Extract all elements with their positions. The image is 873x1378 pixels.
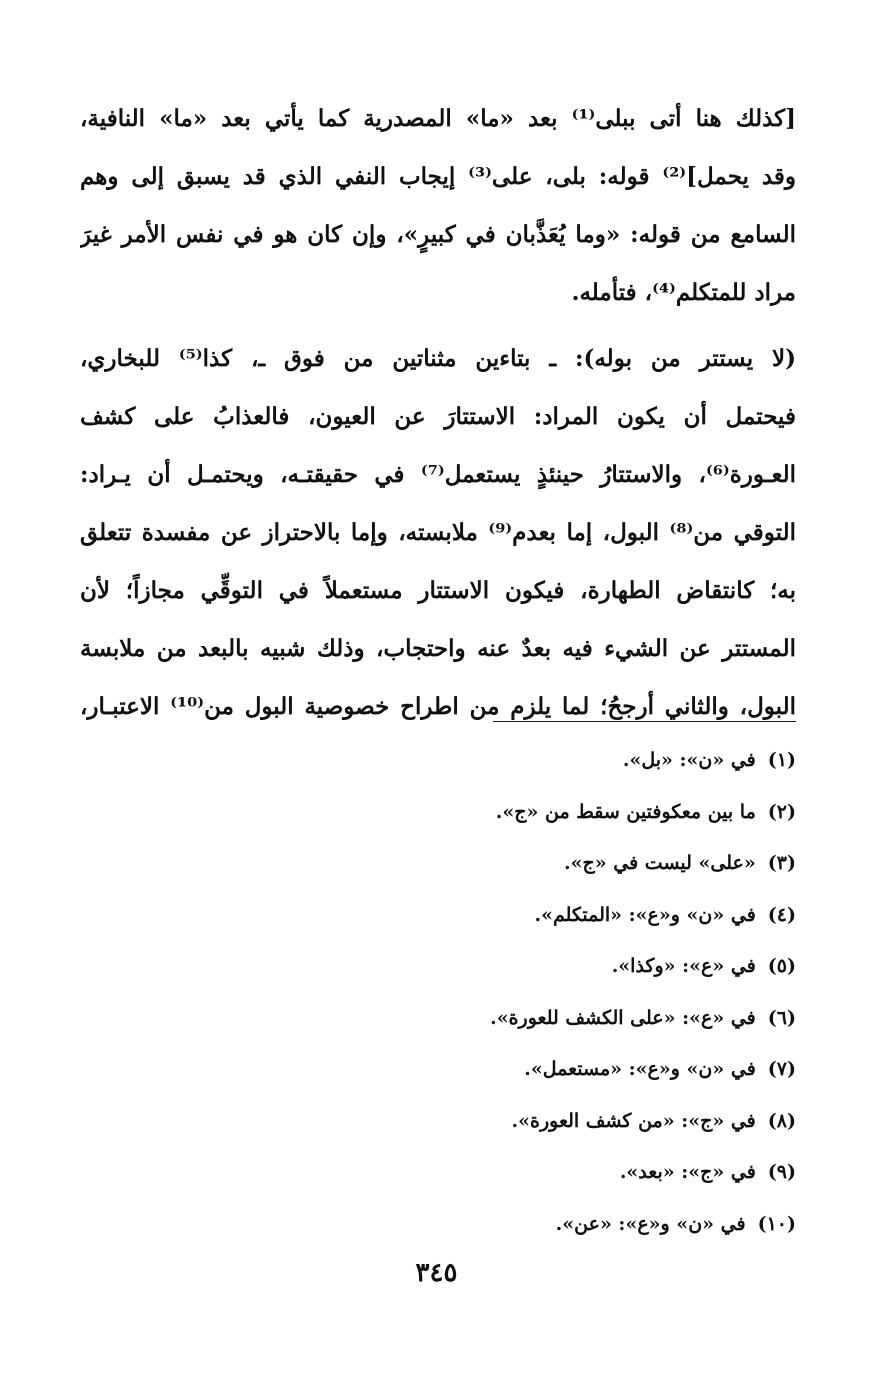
footnotes — [80, 738, 796, 1253]
footnote — [80, 790, 796, 842]
footnote — [80, 1150, 796, 1202]
paragraph-gap — [80, 322, 796, 330]
footnote-number: (٤) — [767, 903, 796, 926]
footnote-text: في «ج»: «بعد». — [619, 1161, 756, 1183]
footnote-text: في «ج»: «من كشف العورة». — [511, 1109, 756, 1132]
text-line: البول، والثاني أرجحُ؛ لما يلزم من اطراح خصوصية البول من⁽¹⁰⁾ الاعتبـار، — [80, 693, 796, 720]
footnote-number: (١٠) — [757, 1212, 796, 1235]
footnote-text: في «ن» و«ع»: «مستعمل». — [524, 1058, 756, 1080]
footnote-text: في «ع»: «وكذا». — [611, 955, 756, 977]
footnote-number: (٧) — [767, 1058, 796, 1080]
text-line: العـورة⁽⁶⁾، والاستتارُ حينئذٍ يستعمل⁽⁷⁾ في حقيقتـه، ويحتمـل أن يـراد: — [80, 461, 796, 488]
footnote-text: في «ن» و«ع»: «عن». — [555, 1212, 746, 1235]
footnote — [80, 944, 796, 996]
footnote-number: (٩) — [767, 1161, 796, 1183]
footnote — [80, 1202, 796, 1254]
footnote-text: «على» ليست في «ج». — [564, 852, 756, 874]
text-line: مراد للمتكلم⁽⁴⁾، فتأمله. — [571, 279, 796, 306]
footnote-number: (٢) — [767, 800, 796, 823]
text-line: به؛ كانتقاض الطهارة، فيكون الاستتار مستعملاً في التوقِّي مجازاً؛ لأن — [80, 577, 796, 604]
footnote-number: (٨) — [767, 1109, 796, 1132]
footnote-number: (١) — [767, 749, 796, 771]
footnote-number: (٣) — [767, 852, 796, 874]
page-number: ٣٤٥ — [415, 1258, 458, 1288]
footnote-number: (٥) — [767, 955, 796, 977]
footnote — [80, 841, 796, 893]
footnote — [80, 1047, 796, 1099]
text-line: [كذلك هنا أتى ببلى⁽¹⁾ بعد «ما» المصدرية كما يأتي بعد «ما» النافية، — [80, 105, 796, 132]
footnote-separator — [493, 721, 796, 722]
text-line: التوقي من⁽⁸⁾ البول، إما بعدم⁽⁹⁾ ملابسته، وإما بالاحتراز عن مفسدة تتعلق — [80, 519, 796, 546]
footnote — [80, 738, 796, 790]
text-line: فيحتمل أن يكون المراد: الاستتارَ عن العيون، فالعذابُ على كشف — [80, 403, 796, 430]
main-text — [80, 90, 796, 736]
footnote-number: (٦) — [767, 1006, 796, 1029]
text-line: وقد يحمل]⁽²⁾ قوله: بلى، على⁽³⁾ إيجاب النفي الذي قد يسبق إلى وهم — [80, 163, 796, 190]
footnote-text: في «ن»: «بل». — [622, 749, 756, 771]
footnote-text: ما بين معكوفتين سقط من «ج». — [495, 800, 756, 823]
footnote-text: في «ع»: «على الكشف للعورة». — [490, 1006, 756, 1029]
text-line: (لا يستتر من بوله): ـ بتاءين مثناتين من فوق ـ، كذا⁽⁵⁾ للبخاري، — [80, 345, 796, 372]
footnote — [80, 1099, 796, 1151]
text-line: السامع من قوله: «وما يُعَذَّبان في كبيرٍ»، وإن كان هو في نفس الأمر غيرَ — [80, 221, 796, 248]
footnote-text: في «ن» و«ع»: «المتكلم». — [534, 903, 756, 926]
footnote — [80, 996, 796, 1048]
footnote — [80, 893, 796, 945]
text-line: المستتر عن الشيء فيه بعدٌ عنه واحتجاب، وذلك شبيه بالبعد من ملابسة — [80, 635, 796, 662]
